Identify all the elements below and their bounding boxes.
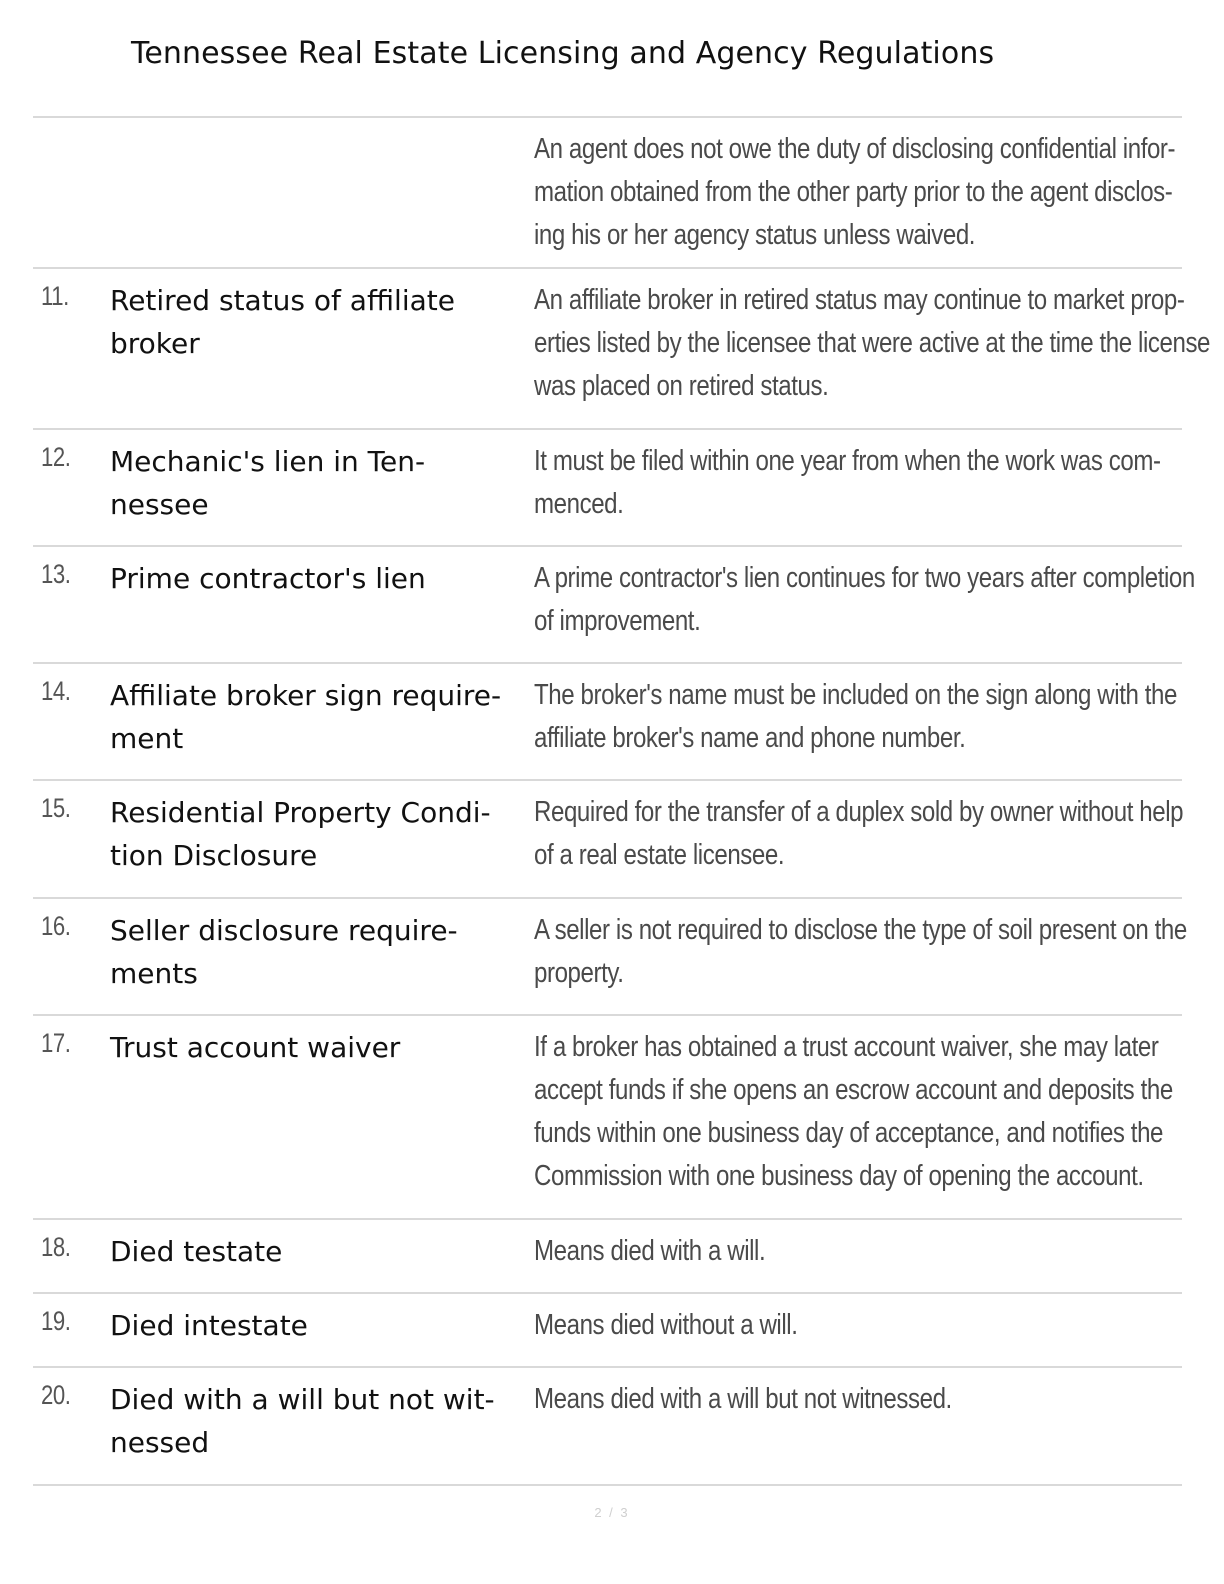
- definition-line: The broker's name must be included on the sign along with the: [534, 679, 1177, 711]
- row-number: 13.: [41, 559, 71, 589]
- definition-line: Means died without a will.: [534, 1309, 798, 1341]
- row-number: 11.: [41, 281, 69, 311]
- definition-line: Means died with a will.: [534, 1235, 766, 1267]
- definition-line: accept funds if she opens an escrow account and deposits the: [534, 1074, 1173, 1106]
- definition-line: affiliate broker's name and phone number.: [534, 722, 966, 754]
- table-row: [33, 899, 1187, 1016]
- definition-line: It must be filed within one year from when the work was com-: [534, 445, 1161, 477]
- definition-line: Required for the transfer of a duplex sold by owner without help: [534, 796, 1184, 828]
- row-definition: [534, 1304, 1181, 1347]
- row-definition: [534, 440, 1181, 526]
- table-row: [33, 547, 1195, 664]
- row-definition: [534, 674, 1181, 760]
- row-term: Died intestate: [110, 1309, 308, 1342]
- page-title: Tennessee Real Estate Licensing and Agency Regulations: [131, 36, 995, 71]
- row-term: Seller disclosure require- ments: [110, 914, 458, 990]
- row-number: 14.: [41, 676, 71, 706]
- row-term: Retired status of affiliate broker: [110, 284, 455, 360]
- row-term: Mechanic's lien in Ten- nessee: [110, 445, 426, 521]
- table-row: [33, 781, 1182, 899]
- row-number: 15.: [41, 793, 71, 823]
- row-number: 18.: [41, 1232, 71, 1262]
- definition-line: was placed on retired status.: [534, 370, 829, 402]
- table-row: [33, 664, 1182, 781]
- definition-line: of a real estate licensee.: [534, 839, 785, 871]
- definition-line: Commission with one business day of opening the account.: [534, 1160, 1144, 1192]
- row-number: 16.: [41, 911, 71, 941]
- row-number: 12.: [41, 442, 71, 472]
- definition-line: mation obtained from the other party prior to the agent disclos-: [534, 176, 1173, 208]
- row-number: 19.: [41, 1306, 71, 1336]
- table-row: [33, 1016, 1182, 1220]
- row-definition: [534, 909, 1187, 995]
- definition-line: If a broker has obtained a trust account waiver, she may later: [534, 1031, 1159, 1063]
- table-row: [33, 1368, 1182, 1486]
- definitions-table: [33, 116, 1211, 1486]
- row-definition: [534, 128, 1181, 257]
- row-term: Died with a will but not wit- nessed: [110, 1383, 495, 1459]
- row-term: Prime contractor's lien: [110, 562, 426, 595]
- definition-line: property.: [534, 957, 624, 989]
- definition-line: of improvement.: [534, 605, 701, 637]
- row-definition: [534, 1378, 1181, 1421]
- row-number: 17.: [41, 1028, 71, 1058]
- page-number: 2 / 3: [594, 1505, 630, 1520]
- definition-line: A seller is not required to disclose the type of soil present on the: [534, 914, 1187, 946]
- table-row: [33, 430, 1182, 547]
- row-number: 20.: [41, 1380, 71, 1410]
- definition-line: funds within one business day of acceptance, and notifies the: [534, 1117, 1164, 1149]
- row-definition: [534, 1026, 1181, 1198]
- row-term: Residential Property Condi- tion Disclosure: [110, 796, 491, 872]
- table-row: [33, 118, 1182, 269]
- row-definition: [534, 279, 1211, 408]
- definition-line: menced.: [534, 488, 624, 520]
- row-definition: [534, 791, 1184, 877]
- table-row: [33, 1294, 1182, 1368]
- definition-line: A prime contractor's lien continues for two years after completion: [534, 562, 1195, 594]
- definition-line: Means died with a will but not witnessed.: [534, 1383, 952, 1415]
- row-term: Died testate: [110, 1235, 283, 1268]
- table-row: [33, 269, 1211, 430]
- row-term: Trust account waiver: [110, 1031, 401, 1064]
- definition-line: An affiliate broker in retired status may continue to market prop-: [534, 284, 1185, 316]
- row-definition: [534, 1230, 1181, 1273]
- row-term: Affiliate broker sign require- ment: [110, 679, 502, 755]
- row-definition: [534, 557, 1195, 643]
- definition-line: An agent does not owe the duty of disclosing confidential infor-: [534, 133, 1176, 165]
- table-row: [33, 1220, 1182, 1294]
- definition-line: ing his or her agency status unless waived.: [534, 219, 976, 251]
- definition-line: erties listed by the licensee that were active at the time the license: [534, 327, 1211, 359]
